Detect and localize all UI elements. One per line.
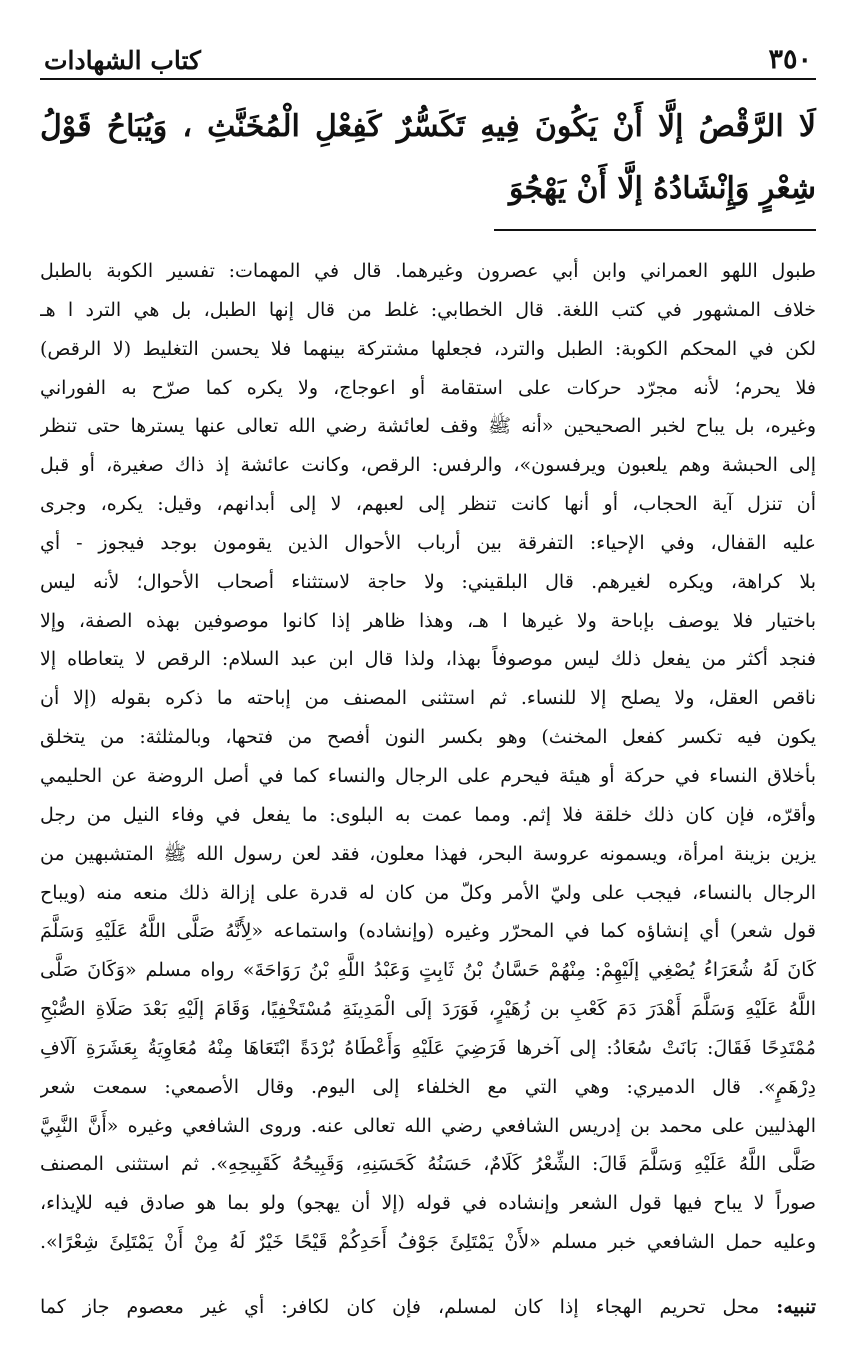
commentary-line: فنجد أكثر من يفعل ذلك ليس موصوفاً بهذا، ولذا قال ابن عبد السلام: الرقص لا يتعاطاه إلا (40, 648, 816, 671)
commentary-line: الرجال بالنساء، فيجب على وليّ الأمر وكلّ من كان له قدرة على إزالة ذلك منعه منه (ويباح (40, 881, 816, 904)
commentary-line: يزين بزينة امرأة، ويسمونه عروسة البحر، فهذا معلون، فقد لعن رسول الله ﷺ المتشبهين من (40, 842, 816, 865)
commentary-line: خلاف المشهور في كتب اللغة. قال الخطابي: غلط من قال إنها الطبل، بل هي الترد ا هـ (40, 298, 816, 321)
matn-text: لَا الرَّقْصُ إلَّا أَنْ يَكُونَ فِيهِ تَكَسُّرٌ كَفِعْلِ الْمُخَنَّثِ ، وَيُبَاحُ قَوْلُ شِعْرٍ وَإِنْشَادُهُ إلَّا أَنْ يَهْجُوَ (40, 109, 816, 206)
note-line (40, 1288, 816, 1326)
page-number: ٣٥٠ (768, 44, 812, 75)
separator-rule (494, 229, 816, 231)
commentary-line: يكون فيه تكسر كفعل المخنث) وهو بكسر النون أفصح من فتحها، وبالمثلثة: من يتخلق (40, 726, 816, 749)
book-title: كتاب الشهادات (44, 46, 201, 75)
commentary-line: صوراً لا يباح فيها قول الشعر وإنشاده في قوله (إلا أن يهجو) ولو بما هو صادق فيه للإيذاء، (40, 1192, 816, 1215)
commentary-line: أن تنزل آية الحجاب، أو أنها كانت تنظر إلى لعبهم، لا إلى أبدانهم، وقيل: يكره، وجرى (40, 493, 816, 516)
commentary-line: عليه القفال، وفي الإحياء: التفرقة بين أرباب الأحوال الذين يقومون بوجد فيجوز - أي (40, 531, 816, 554)
commentary-line: إلى الحبشة وهم يلعبون ويرفسون»، والرفس: الرقص، وكانت عائشة إذ ذاك صغيرة، أو قبل (40, 454, 816, 477)
commentary-line: فلا يحرم؛ لأنه مجرّد حركات على استقامة أو اعوجاج، ولا يكره كما صرّح به الفوراني (40, 376, 816, 399)
commentary-line: قول شعر) أي إنشاؤه كما في المحرّر وغيره (وإنشاده) واستماعه «لِأَنَّهُ صَلَّى اللَّهُ عَلَيْهِ وَسَلَّمَ (40, 920, 816, 943)
commentary-line: وأقرّه، فإن كان ذلك خلقة فلا إثم. ومما عمت به البلوى: ما يفعل في وفاء النيل من رجل (40, 803, 816, 826)
commentary-block (40, 252, 816, 1262)
commentary-line: ناقص العقل، ولا يصلح إلا للنساء. ثم استثنى المصنف من إباحته ما ذكره بقوله (إلا أن (40, 687, 816, 710)
commentary-line: باختيار فلا يوصف بإباحة ولا غيرها ا هـ، وهذا ظاهر إذا كانوا موصوفين بهذه الصفة، وإلا (40, 609, 816, 632)
commentary-line: دِرْهَمٍ». قال الدميري: وهي التي مع الخلفاء إلى اليوم. وقال الأصمعي: سمعت شعر (40, 1075, 816, 1098)
commentary-line: بأخلاق النساء في حركة أو هيئة فيحرم على الرجال والنساء كما في أصل الروضة عن الحليمي (40, 764, 816, 787)
note-text: محل تحريم الهجاء إذا كان لمسلم، فإن كان لكافر: أي غير معصوم جاز كما (40, 1296, 760, 1318)
commentary-line: كَانَ لَهُ شُعَرَاءُ يُصْغِي إلَيْهِمْ: مِنْهُمْ حَسَّانُ بْنُ ثَابِتٍ وَعَبْدُ اللَّهِ بْنُ رَوَاحَةَ» رواه مسلم «وَكَانَ صَلَّى (40, 959, 816, 982)
commentary-line: لكن في المحكم الكوبة: الطبل والترد، فجعلها مشتركة بينهما فلا يحسن التغليط (لا الرقص) (40, 337, 816, 360)
commentary-line: مُمْتَدِحًا فَقَالَ: بَانَتْ سُعَادُ: إلى آخرها فَرَضِيَ عَلَيْهِ وَأَعْطَاهُ بُرْدَةً ابْتَعَاهَا مِنْهُ مُعَاوِيَةُ بِعَشَرَةِ آلَافِ (40, 1036, 816, 1059)
commentary-line: طبول اللهو العمراني وابن أبي عصرون وغيرهما. قال في المهمات: تفسير الكوبة بالطبل (40, 260, 816, 282)
commentary-line: صَلَّى اللَّهُ عَلَيْهِ وَسَلَّمَ قَالَ: الشِّعْرُ كَلَامٌ، حَسَنُهُ كَحَسَنِهِ، وَقَبِيحُهُ كَقَبِيحِهِ». ثم استثنى المصنف (40, 1153, 816, 1176)
page-header (40, 44, 816, 80)
commentary-line: وغيره، بل يباح لخبر الصحيحين «أنه ﷺ وقف لعائشة رضي الله تعالى عنها يسترها حتى تنظر (40, 415, 816, 438)
commentary-line: اللَّهُ عَلَيْهِ وَسَلَّمَ أَهْدَرَ دَمَ كَعْبِ بن زُهَيْرٍ، فَوَرَدَ إلَى الْمَدِينَةِ مُسْتَخْفِيًا، وَقَامَ إلَيْهِ بَعْدَ صَلَاةِ الصُّبْحِ (40, 998, 816, 1021)
commentary-line: الهذليين على محمد بن إدريس الشافعي رضي الله تعالى عنه. وروى الشافعي وغيره «أَنَّ النَّبِيَّ (40, 1114, 816, 1137)
note-label: تنبيه: (776, 1296, 816, 1318)
commentary-line: وعليه حمل الشافعي خبر مسلم «لأَنْ يَمْتَلِئَ جَوْفُ أَحَدِكُمْ قَيْحًا خَيْرٌ لَهُ مِنْ أَنْ يَمْتَلِئَ شِعْرًا». (40, 1231, 816, 1254)
commentary-line: بلا كراهة، ويكره لغيرهم. قال البلقيني: ولا حاجة لاستثناء أصحاب الأحوال؛ لأنه ليس (40, 570, 816, 593)
